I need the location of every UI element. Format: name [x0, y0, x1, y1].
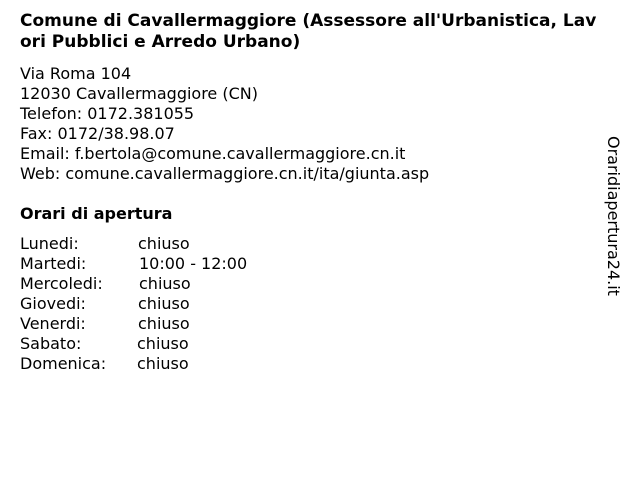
day-label: Martedi: [20, 254, 87, 273]
phone-line: Telefon: 0172.381055 [20, 104, 195, 123]
day-hours: chiuso [138, 234, 190, 253]
web-line: Web: comune.cavallermaggiore.cn.it/ita/giunta.asp [20, 164, 430, 183]
opening-hours-heading: Orari di apertura [20, 204, 173, 223]
day-hours: chiuso [137, 334, 189, 353]
day-hours: chiuso [138, 314, 190, 333]
fax-line: Fax: 0172/38.98.07 [20, 124, 175, 143]
day-label: Domenica: [20, 354, 107, 373]
day-hours: chiuso [139, 274, 191, 293]
day-label: Sabato: [20, 334, 82, 353]
contact-block [20, 64, 429, 184]
email-line: Email: f.bertola@comune.cavallermaggiore.cn.it [20, 144, 406, 163]
day-label: Mercoledi: [20, 274, 103, 293]
day-label: Lunedi: [20, 234, 79, 253]
day-label: Giovedi: [20, 294, 86, 313]
day-hours: 10:00 - 12:00 [139, 254, 248, 273]
address-line: Via Roma 104 [20, 64, 132, 83]
site-watermark: Oraridiapertura24.it [604, 136, 623, 296]
day-hours: chiuso [137, 354, 189, 373]
page-title: Comune di Cavallermaggiore (Assessore all'Urbanistica, Lavori Pubblici e Arredo Urbano) [20, 11, 597, 52]
city-line: 12030 Cavallermaggiore (CN) [20, 84, 258, 103]
day-hours: chiuso [138, 294, 190, 313]
day-label: Venerdi: [20, 314, 86, 333]
